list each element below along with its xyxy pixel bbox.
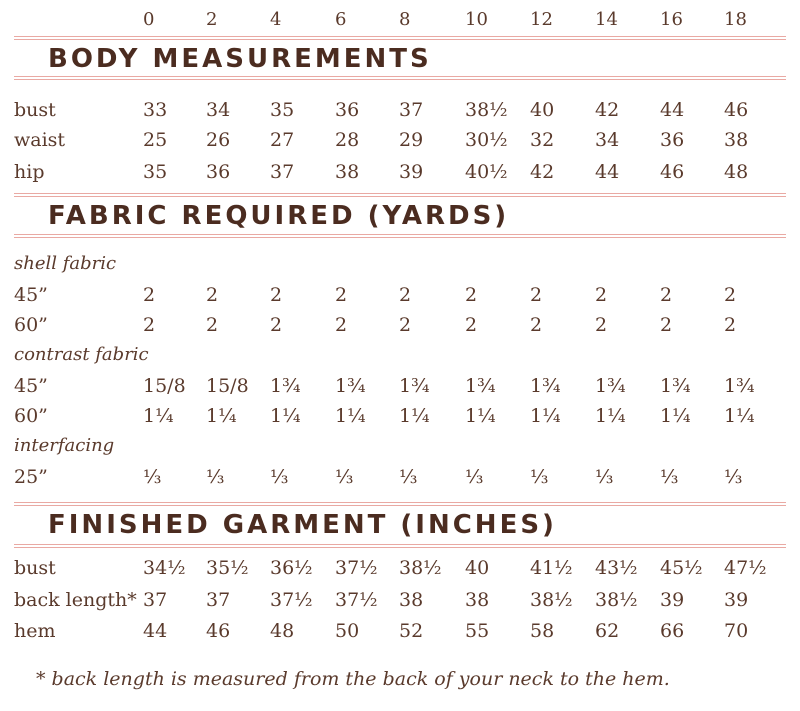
value-cell: 41½	[530, 557, 573, 579]
value-cell: 36	[206, 161, 231, 183]
table-row	[0, 554, 800, 582]
value-cell: 37½	[270, 589, 313, 611]
table-row	[0, 463, 800, 491]
footnote: * back length is measured from the back of your neck to the hem.	[36, 668, 670, 690]
value-cell: 1¼	[465, 405, 496, 427]
value-cell: 2	[530, 314, 543, 336]
value-cell: 1¼	[143, 405, 174, 427]
value-cell: 45½	[660, 557, 703, 579]
value-cell: 42	[595, 99, 620, 121]
value-cell: 46	[724, 99, 749, 121]
size-column-header: 4	[270, 9, 282, 30]
value-cell: 34	[595, 129, 620, 151]
value-cell: 2	[660, 314, 673, 336]
value-cell: 33	[143, 99, 168, 121]
row-label: bust	[14, 99, 56, 121]
rule-band	[14, 36, 786, 40]
rule-band	[14, 502, 786, 506]
value-cell: 42	[530, 161, 555, 183]
group-label: shell fabric	[14, 253, 117, 274]
value-cell: 38½	[595, 589, 638, 611]
value-cell: 35	[270, 99, 295, 121]
value-cell: 1¾	[595, 375, 626, 397]
row-label: 25”	[14, 466, 48, 488]
size-column-header: 0	[143, 9, 155, 30]
value-cell: 46	[660, 161, 685, 183]
value-cell: 39	[399, 161, 424, 183]
value-cell: 35½	[206, 557, 249, 579]
value-cell: 2	[595, 314, 608, 336]
value-cell: 70	[724, 620, 749, 642]
value-cell: 38	[465, 589, 490, 611]
value-cell: 15/8	[206, 375, 249, 397]
value-cell: 47½	[724, 557, 767, 579]
value-cell: ⅓	[143, 466, 162, 488]
table-row	[0, 617, 800, 645]
value-cell: 2	[270, 314, 283, 336]
value-cell: 43½	[595, 557, 638, 579]
value-cell: 36	[335, 99, 360, 121]
value-cell: 58	[530, 620, 555, 642]
value-cell: ⅓	[724, 466, 743, 488]
value-cell: 29	[399, 129, 424, 151]
value-cell: 1¼	[399, 405, 430, 427]
value-cell: 35	[143, 161, 168, 183]
row-label: hem	[14, 620, 56, 642]
value-cell: 37	[206, 589, 231, 611]
value-cell: 40½	[465, 161, 508, 183]
value-cell: ⅓	[660, 466, 679, 488]
size-column-header: 2	[206, 9, 218, 30]
value-cell: 62	[595, 620, 620, 642]
row-label: 60”	[14, 314, 48, 336]
value-cell: 50	[335, 620, 360, 642]
value-cell: 1¼	[660, 405, 691, 427]
value-cell: 1¾	[270, 375, 301, 397]
value-cell: 26	[206, 129, 231, 151]
value-cell: 37½	[335, 557, 378, 579]
table-row	[0, 402, 800, 430]
table-row	[0, 281, 800, 309]
size-column-header: 6	[335, 9, 347, 30]
rule-band	[14, 76, 786, 80]
table-row	[0, 96, 800, 124]
size-column-header: 8	[399, 9, 411, 30]
value-cell: 2	[335, 314, 348, 336]
value-cell: 2	[595, 284, 608, 306]
value-cell: 36	[660, 129, 685, 151]
value-cell: 39	[724, 589, 749, 611]
value-cell: 36½	[270, 557, 313, 579]
table-row	[0, 372, 800, 400]
value-cell: 39	[660, 589, 685, 611]
row-label: 45”	[14, 284, 48, 306]
rule-band	[14, 193, 786, 197]
value-cell: 44	[143, 620, 168, 642]
value-cell: 38½	[530, 589, 573, 611]
value-cell: 1¼	[595, 405, 626, 427]
value-cell: 2	[465, 314, 478, 336]
value-cell: 1¾	[335, 375, 366, 397]
row-label: bust	[14, 557, 56, 579]
row-label: waist	[14, 129, 66, 151]
value-cell: 40	[530, 99, 555, 121]
value-cell: 34½	[143, 557, 186, 579]
value-cell: 55	[465, 620, 490, 642]
value-cell: 27	[270, 129, 295, 151]
value-cell: 25	[143, 129, 168, 151]
size-column-header: 14	[595, 9, 618, 30]
value-cell: 2	[206, 284, 219, 306]
size-column-header: 12	[530, 9, 553, 30]
value-cell: 2	[143, 284, 156, 306]
value-cell: 38½	[465, 99, 508, 121]
value-cell: 34	[206, 99, 231, 121]
value-cell: 2	[724, 284, 737, 306]
section-title-fabric-required: FABRIC REQUIRED (YARDS)	[48, 201, 510, 231]
value-cell: 2	[530, 284, 543, 306]
value-cell: 37	[270, 161, 295, 183]
value-cell: 2	[399, 284, 412, 306]
group-label: contrast fabric	[14, 344, 149, 365]
value-cell: 1¼	[206, 405, 237, 427]
value-cell: 1¾	[724, 375, 755, 397]
value-cell: 28	[335, 129, 360, 151]
value-cell: 38	[399, 589, 424, 611]
value-cell: 40	[465, 557, 490, 579]
value-cell: ⅓	[335, 466, 354, 488]
value-cell: 37½	[335, 589, 378, 611]
size-column-header: 16	[660, 9, 683, 30]
value-cell: 52	[399, 620, 424, 642]
value-cell: ⅓	[270, 466, 289, 488]
value-cell: 66	[660, 620, 685, 642]
row-label: 45”	[14, 375, 48, 397]
row-label: hip	[14, 161, 45, 183]
value-cell: 2	[335, 284, 348, 306]
value-cell: ⅓	[206, 466, 225, 488]
value-cell: 1¾	[399, 375, 430, 397]
value-cell: 2	[465, 284, 478, 306]
row-label: back length*	[14, 589, 137, 611]
value-cell: 38½	[399, 557, 442, 579]
table-row	[0, 158, 800, 186]
value-cell: 1¾	[530, 375, 561, 397]
value-cell: 32	[530, 129, 555, 151]
value-cell: ⅓	[530, 466, 549, 488]
size-header-row	[0, 6, 800, 34]
value-cell: 1¼	[270, 405, 301, 427]
value-cell: 37	[399, 99, 424, 121]
value-cell: 2	[206, 314, 219, 336]
value-cell: 2	[143, 314, 156, 336]
value-cell: ⅓	[465, 466, 484, 488]
value-cell: 2	[270, 284, 283, 306]
value-cell: 1¼	[530, 405, 561, 427]
value-cell: 2	[660, 284, 673, 306]
value-cell: 38	[335, 161, 360, 183]
value-cell: 44	[595, 161, 620, 183]
value-cell: ⅓	[399, 466, 418, 488]
value-cell: 44	[660, 99, 685, 121]
section-title-finished-garment: FINISHED GARMENT (INCHES)	[48, 510, 557, 540]
rule-band	[14, 544, 786, 548]
value-cell: 48	[724, 161, 749, 183]
value-cell: 48	[270, 620, 295, 642]
value-cell: 1¼	[724, 405, 755, 427]
value-cell: 1¾	[465, 375, 496, 397]
section-title-body-measurements: BODY MEASUREMENTS	[48, 44, 432, 74]
value-cell: 1¾	[660, 375, 691, 397]
value-cell: 30½	[465, 129, 508, 151]
value-cell: 15/8	[143, 375, 186, 397]
table-row	[0, 126, 800, 154]
value-cell: 37	[143, 589, 168, 611]
group-label: interfacing	[14, 435, 115, 456]
table-row	[0, 586, 800, 614]
value-cell: 2	[399, 314, 412, 336]
size-column-header: 10	[465, 9, 488, 30]
value-cell: ⅓	[595, 466, 614, 488]
row-label: 60”	[14, 405, 48, 427]
size-column-header: 18	[724, 9, 747, 30]
value-cell: 46	[206, 620, 231, 642]
value-cell: 38	[724, 129, 749, 151]
table-row	[0, 311, 800, 339]
value-cell: 2	[724, 314, 737, 336]
rule-band	[14, 234, 786, 238]
value-cell: 1¼	[335, 405, 366, 427]
